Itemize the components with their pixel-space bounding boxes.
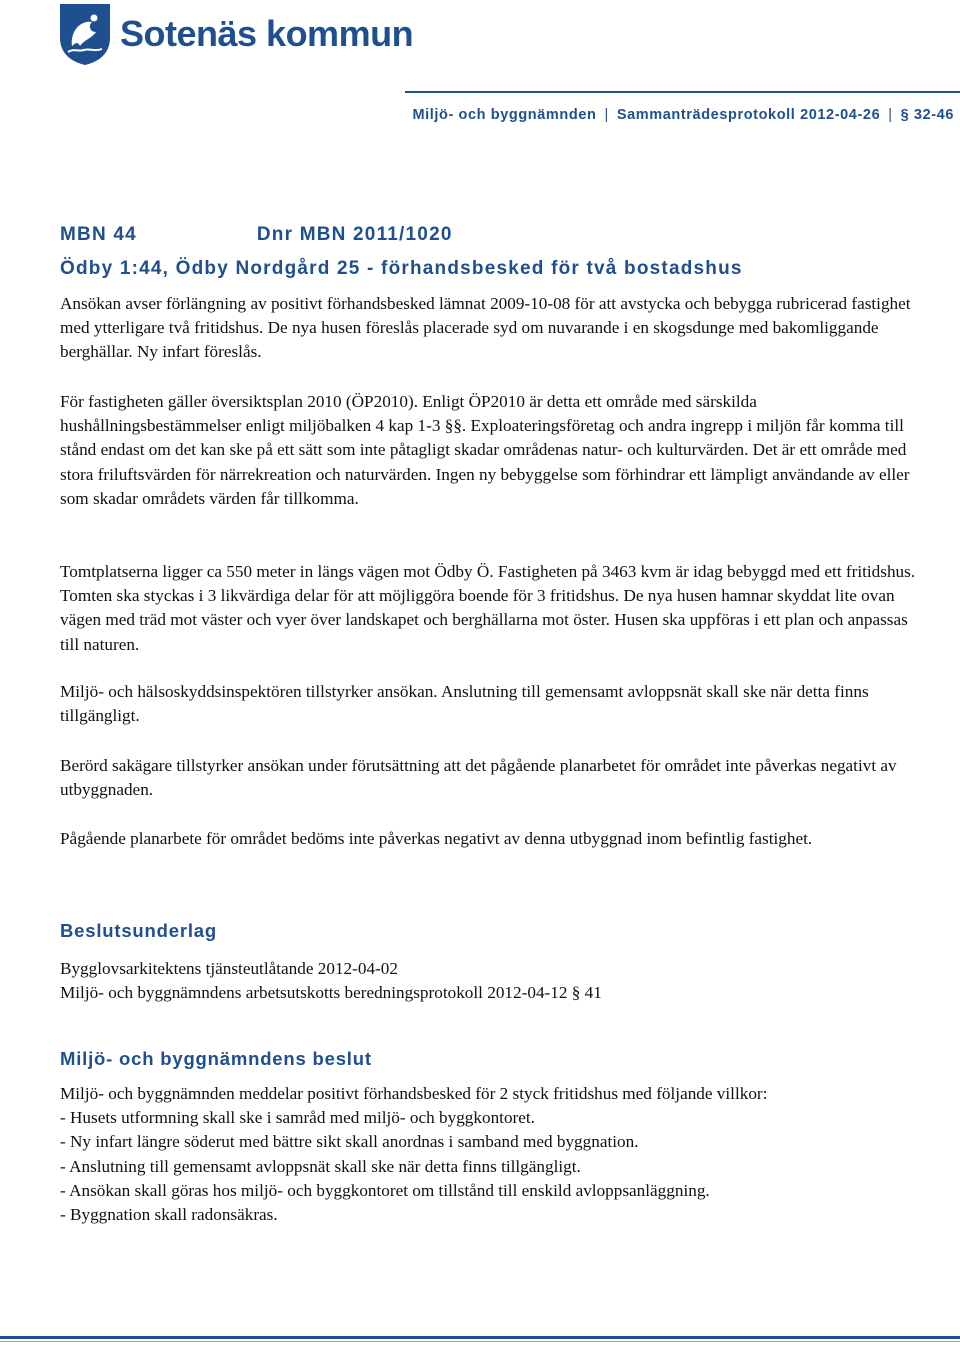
case-number-line — [60, 224, 453, 246]
paragraph: För fastigheten gäller översiktsplan 2010 (ÖP2010). Enligt ÖP2010 är detta ett område med särskilda hushållningsbestämmelser enligt miljöbalken 4 kap 1-3 §§. Exploateringsföretag och andra ingrepp i miljön får komma till stånd endast om det kan ske på ett sätt som inte påtagligt skadar områdenas natur- och kulturvärden. Det är ett område med stora friluftsvärden för närrekreation och naturvärden. Ingen ny bebyggelse som förhindrar ett lämpligt användande av eller som skadar områdets värden får tillkomma. — [60, 392, 910, 508]
protocol-header — [412, 107, 954, 123]
decision-intro: Miljö- och byggnämnden meddelar positivt förhandsbesked för 2 styck fritidshus med följande villkor: — [60, 1084, 768, 1103]
plan-description — [60, 390, 920, 511]
case-number: MBN 44 — [60, 224, 137, 245]
municipality-name: Sotenäs kommun — [120, 13, 414, 54]
condition-item: - Anslutning till gemensamt avloppsnät skall ske när detta finns tillgängligt. — [60, 1156, 581, 1176]
footer-divider-thin — [0, 1341, 960, 1342]
document-type: Sammanträdesprotokoll — [616, 107, 796, 123]
section-heading-beslut: Miljö- och byggnämndens beslut — [60, 1048, 372, 1069]
municipality-logo — [58, 2, 413, 66]
section-range: § 32-46 — [900, 107, 954, 123]
board-name: Miljö- och byggnämnden — [412, 107, 597, 123]
condition-item: - Ansökan skall göras hos miljö- och byggkontoret om tillstånd till enskild avloppsanläggning. — [60, 1180, 710, 1200]
header-divider — [405, 91, 960, 93]
paragraph: Berörd sakägare tillstyrker ansökan under förutsättning att det pågående planarbetet för området inte påverkas negativt av utbyggnaden. — [60, 756, 897, 800]
header-separator: | — [888, 107, 893, 123]
condition-item: - Husets utformning skall ske i samråd med miljö- och byggkontoret. — [60, 1108, 535, 1128]
list-item: Miljö- och byggnämndens arbetsutskotts beredningsprotokoll 2012-04-12 § 41 — [60, 983, 602, 1003]
inspector-opinion — [60, 680, 920, 728]
case-dnr: Dnr MBN 2011/1020 — [256, 224, 453, 245]
paragraph: Miljö- och hälsoskyddsinspektören tillstyrker ansökan. Anslutning till gemensamt avloppsnät skall ske när detta finns tillgängligt. — [60, 682, 869, 726]
paragraph: Ansökan avser förlängning av positivt förhandsbesked lämnat 2009-10-08 för att avstycka och bebygga rubricerad fastighet med ytterligare två fritidshus. De nya husen föreslås placerade syd om nuvarande i en skogsdunge med bakomliggande berghällar. Ny infart föreslås. — [60, 294, 911, 362]
case-description — [60, 292, 920, 365]
neighbor-opinion — [60, 754, 920, 802]
header-separator: | — [604, 107, 609, 123]
paragraph: Tomtplatserna ligger ca 550 meter in längs vägen mot Ödby Ö. Fastigheten på 3463 kvm är idag bebyggd med ett fritidshus. Tomten ska styckas i 3 likvärdiga delar för att möjliggöra boende för 3 fritidshus. De nya husen hamnar skyddat lite ovan vägen med träd mot väster och vyer över landskapet och berghällarna mot öster. Husen ska uppföras i ett plan och anpassas till naturen. — [60, 562, 916, 654]
planning-assessment — [60, 827, 920, 851]
decision-basis-list — [60, 957, 920, 1005]
list-item: Bygglovsarkitektens tjänsteutlåtande 2012-04-02 — [60, 959, 398, 978]
footer-divider — [0, 1336, 960, 1339]
site-description — [60, 560, 920, 657]
paragraph: Pågående planarbete för området bedöms inte påverkas negativt av denna utbyggnad inom befintlig fastighet. — [60, 829, 813, 848]
meeting-date: 2012-04-26 — [800, 107, 881, 123]
decision-text — [60, 1082, 920, 1227]
case-title: Ödby 1:44, Ödby Nordgård 25 - förhandsbesked för två bostadshus — [60, 258, 743, 279]
coat-of-arms-icon — [58, 2, 112, 66]
section-heading-beslutsunderlag: Beslutsunderlag — [60, 920, 217, 941]
condition-item: - Ny infart längre söderut med bättre sikt skall anordnas i samband med byggnation. — [60, 1132, 639, 1152]
condition-item: - Byggnation skall radonsäkras. — [60, 1205, 278, 1225]
